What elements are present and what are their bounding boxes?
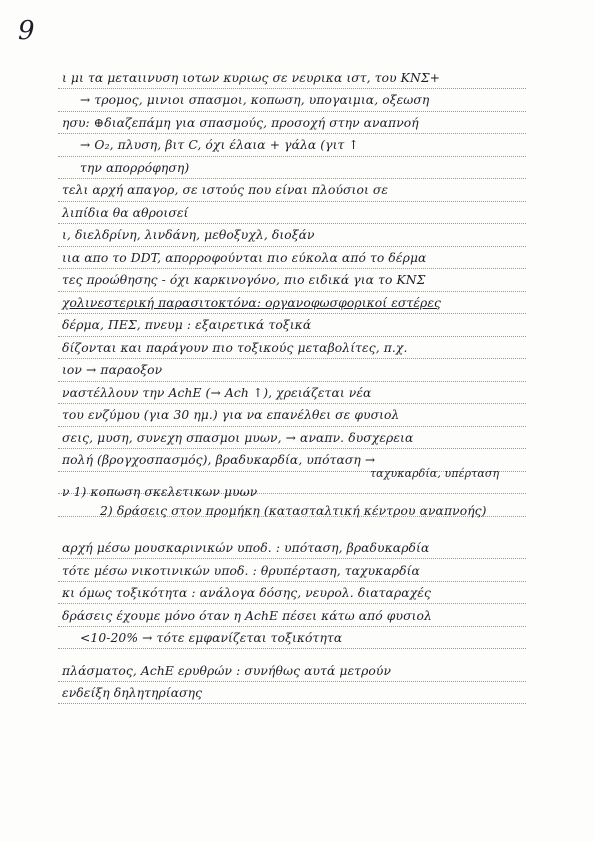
note-line: τότε μέσω νικοτινικών υποδ. : θρυπέρταση, ταχυκαρδία (62, 564, 420, 578)
note-line: λιπίδια θα αθροισεί (62, 206, 189, 220)
note-line: τες προώθησης - όχι καρκινογόνο, πιο ειδικά για το ΚΝΣ (62, 273, 426, 287)
ruled-line (58, 558, 526, 559)
ruled-line (58, 403, 526, 404)
ruled-line (58, 358, 526, 359)
ruled-line (58, 178, 526, 179)
note-line: πολή (βρογχοσπασμός), βραδυκαρδία, υπόταση → (62, 453, 376, 467)
ruled-line (58, 681, 526, 682)
ruled-line (58, 648, 526, 649)
ruled-line (58, 223, 526, 224)
note-line: τελι αρχή απαγορ, σε ιστούς που είναι πλούσιοι σε (62, 183, 389, 197)
note-line: → τρομος, μινιοι σπασμοι, κοπωση, υπογαιμια, οξεωση (80, 93, 430, 107)
ruled-line (58, 156, 526, 157)
ruled-line (58, 201, 526, 202)
ruled-line (58, 291, 526, 292)
ruled-line (58, 381, 526, 382)
note-line: <10-20% → τότε εμφανίζεται τοξικότητα (80, 631, 343, 645)
ruled-line (58, 246, 526, 247)
ruled-line (58, 111, 526, 112)
ruled-line (58, 703, 526, 704)
note-line: του ενζύμου (για 30 ημ.) για να επανέλθει σε φυσιολ (62, 408, 400, 422)
note-line: ιια απο το DDT, απορροφούνται πιο εύκολα από το δέρμα (62, 251, 427, 265)
note-line: ησυ: ⊕διαζεπάμη για σπασμούς, προσοχή στην αναπνοή (62, 116, 419, 130)
page-number: 9 (18, 16, 35, 46)
note-line: κι όμως τοξικότητα : ανάλογα δόσης, νευρολ. διαταραχές (62, 586, 431, 600)
note-line-heading: χολινεστερική παρασιτοκτόνα: οργανοφωσφορικοί εστέρες (62, 296, 442, 310)
note-line: δέρμα, ΠΕΣ, πνευμ : εξαιρετικά τοξικά (62, 318, 312, 332)
note-line: ι, διελδρίνη, λινδάνη, μεθοξυχλ, διοξάν (62, 228, 315, 242)
note-line: ενδείξη δηλητηρίασης (62, 686, 203, 700)
note-line: ν 1) κοπωση σκελετικων μυων (62, 485, 258, 499)
ruled-line (58, 313, 526, 314)
note-line: δράσεις έχουμε μόνο όταν η AchE πέσει κάτω από φυσιολ (62, 609, 432, 623)
ruled-line (58, 336, 526, 337)
note-line: την απορρόφηση) (80, 161, 190, 175)
ruled-line (58, 581, 526, 582)
note-line: αρχή μέσω μουσκαρινικών υποδ. : υπόταση, βραδυκαρδία (62, 541, 430, 555)
note-line: ναστέλλουν την AchE (→ Ach ↑), χρειάζεται νέα (62, 386, 372, 400)
note-line: σεις, μυση, συνεχη σπασμοι μυων, → αναπν. δυσχερεια (62, 431, 414, 445)
ruled-line (58, 88, 526, 89)
ruled-line (58, 268, 526, 269)
note-line: 2) δράσεις στον προμήκη (κατασταλτική κέντρου αναπνοής) (100, 504, 487, 518)
ruled-line (58, 626, 526, 627)
note-line: ι μι τα μεταιινυση ιοτων κυριως σε νευρικα ιστ, του ΚΝΣ+ (62, 71, 441, 85)
note-line: → O₂, πλυση, βιτ C, όχι έλαια + γάλα (γιτ ↑ (80, 138, 359, 152)
ruled-line (58, 426, 526, 427)
ruled-line (58, 133, 526, 134)
note-line: δίζονται και παράγουν πιο τοξικούς μεταβολίτες, π.χ. (62, 341, 408, 355)
ruled-line (58, 448, 526, 449)
note-line-annotation: ταχυκαρδία, υπέρταση (370, 467, 500, 480)
note-line: ιον → παραοξον (62, 363, 163, 377)
ruled-line (58, 603, 526, 604)
note-line: πλάσματος, AchE ερυθρών : συνήθως αυτά μετρούν (62, 664, 392, 678)
